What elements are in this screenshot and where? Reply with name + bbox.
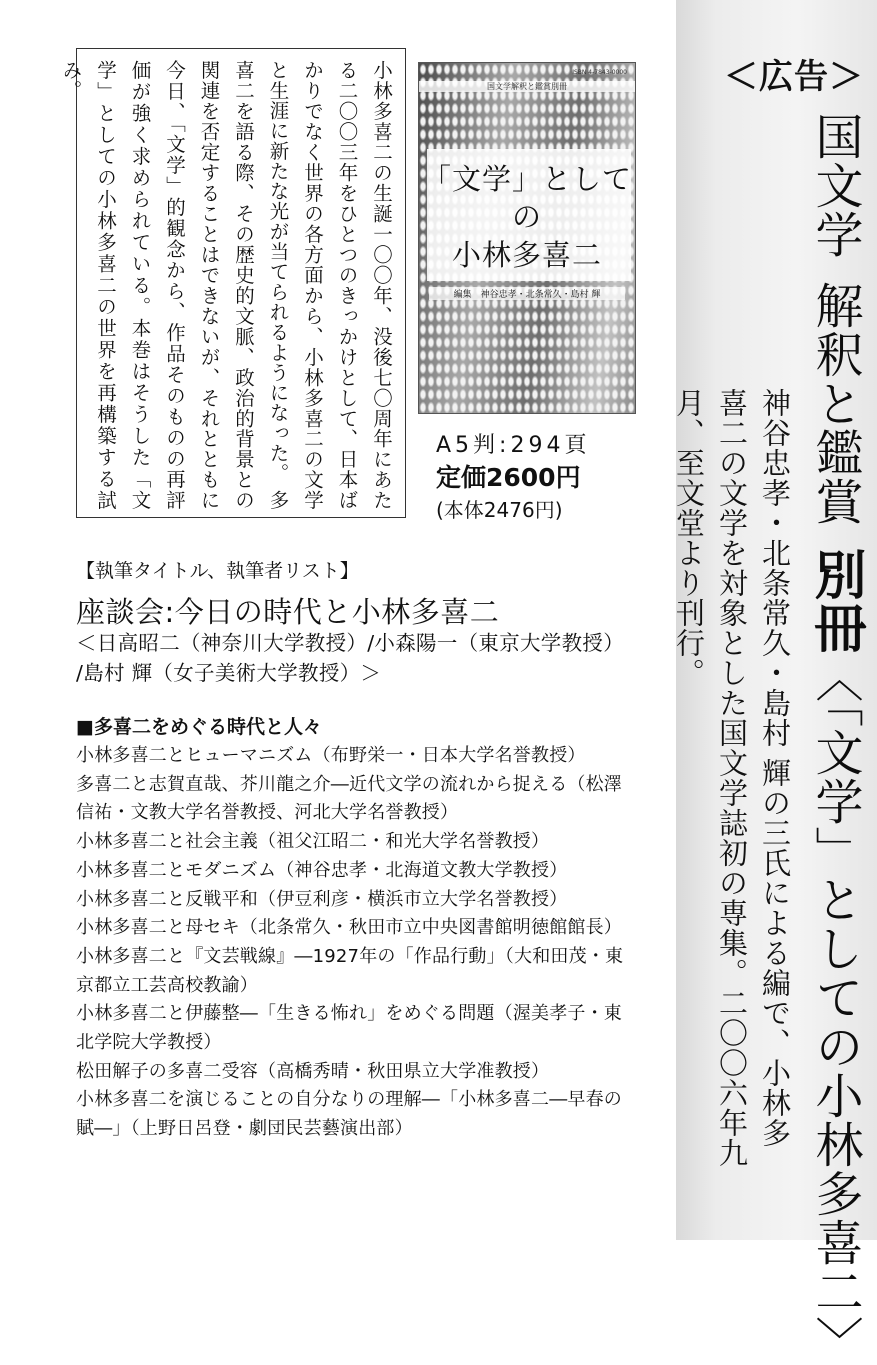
- roundtable-title: 座談会:今日の時代と小林多喜二: [76, 595, 500, 629]
- intro-text: 小林多喜二の生誕一〇〇年、没後七〇周年にあたる二〇〇三年をひとつのきっかけとして、日本ばかりでなく世界の各方面から、小林多喜二の文学と生涯に新たな光が当てられるようになった。 多喜二を語る際、その歴史的文脈、政治的背景との関連を否定することはできないが、それとともに今日、「文学」的観念から、作品そのものの再評価が強く求められている。本巻はそうした「文学」としての小林多喜二の世界を再構築する試み。: [59, 60, 393, 510]
- list-item: 小林多喜二と母セキ（北条常久・秋田市立中央図書館明徳館館長）: [76, 917, 622, 939]
- magazine-subtitle: 解釈と鑑賞: [807, 281, 863, 526]
- roundtable-participants: [76, 628, 624, 688]
- list-item: 多喜二と志賀直哉、芥川龍之介―近代文学の流れから捉える（松澤信祐・文教大学名誉教授、河北大学名誉教授）: [76, 773, 622, 824]
- list-item: 小林多喜二とモダニズム（神谷忠孝・北海道文教大学教授）: [76, 859, 568, 881]
- participants-line: /島村 輝（女子美術大学教授）＞: [76, 661, 382, 685]
- magazine-name: 国文学: [807, 112, 863, 259]
- cover-editors: 編集 神谷忠孝・北条常久・島村 輝: [429, 287, 625, 300]
- cover-title-line3: 小林多喜二: [451, 238, 602, 272]
- book-cover: [418, 62, 636, 414]
- sub-description: 神谷忠孝・北条常久・島村 輝の三氏による編で、小林多喜二の文学を対象とした国文学誌初の専集。二〇〇六年九月、至文堂より刊行。: [672, 388, 792, 1168]
- book-size-pages: A5判:294頁: [436, 433, 591, 458]
- list-item: 小林多喜二と伊藤整―「生きる怖れ」をめぐる問題（渥美孝子・東北学院大学教授）: [76, 1003, 622, 1054]
- cover-series: 国文学解釈と鑑賞別冊: [419, 81, 635, 92]
- feature-title: 〈「文学」としての小林多喜二〉: [807, 654, 863, 1365]
- cover-title-line2: の: [511, 200, 542, 234]
- list-item: 松田解子の多喜二受容（高橋秀晴・秋田県立大学准教授）: [76, 1060, 550, 1082]
- book-price: 定価2600円: [436, 463, 581, 492]
- list-item: 小林多喜二と『文芸戦線』―1927年の「作品行動」（大和田茂・東京都立工芸高校教諭）: [76, 945, 624, 996]
- list-heading: 【執筆タイトル、執筆者リスト】: [76, 560, 359, 582]
- list-item: 小林多喜二を演じることの自分なりの理解―「小林多喜二―早春の賦―」（上野日呂登・劇団民芸藝演出部）: [76, 1089, 622, 1140]
- list-item: 小林多喜二と社会主義（祖父江昭二・和光大学名誉教授）: [76, 831, 550, 853]
- list-item: 小林多喜二と反戦平和（伊豆利彦・横浜市立大学名誉教授）: [76, 888, 568, 910]
- cover-title-line1: 「文学」として: [421, 162, 632, 196]
- ad-label: ＜広告＞: [724, 57, 864, 97]
- supplement-label: 別冊: [805, 548, 865, 654]
- participants-line: ＜日高昭二（神奈川大学教授）/小森陽一（東京大学教授）: [76, 631, 625, 655]
- list-item: 小林多喜二とヒューマニズム（布野栄一・日本大学名誉教授）: [76, 745, 586, 766]
- section-heading: ■多喜二をめぐる時代と人々: [76, 716, 322, 738]
- cover-code: ISBN 4-7843-0000: [572, 69, 627, 76]
- feature-headline: [800, 112, 870, 1365]
- book-base-price: (本体2476円): [436, 498, 563, 522]
- entry-list: [76, 742, 636, 1144]
